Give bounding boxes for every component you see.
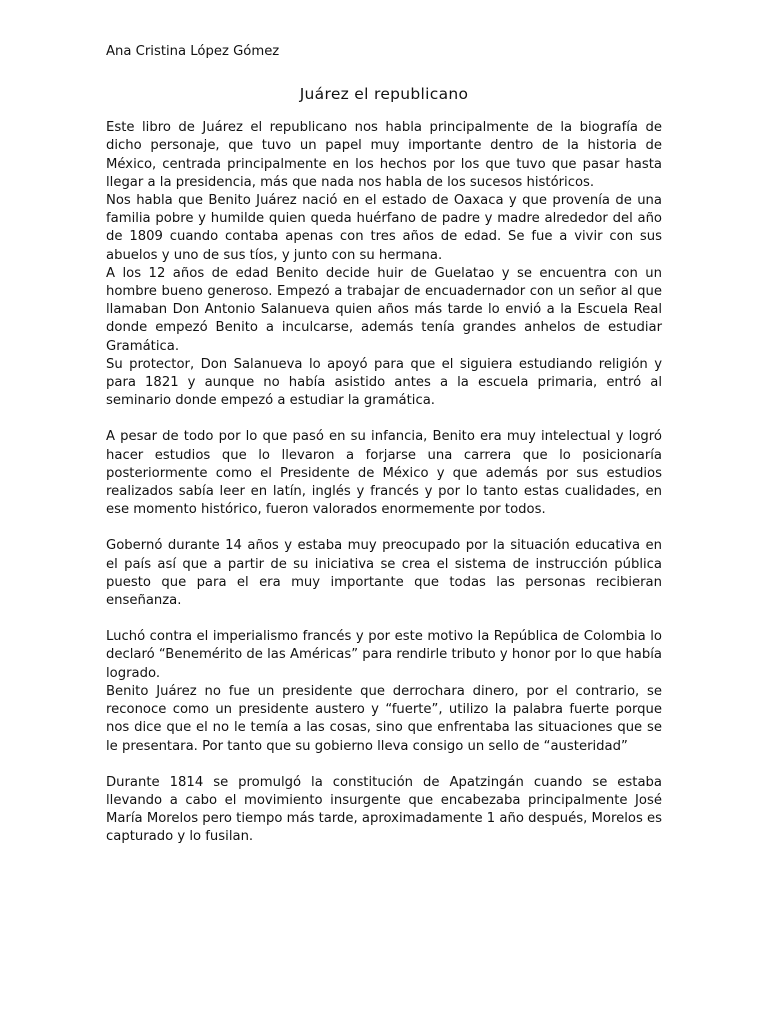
paragraph-intro: Este libro de Juárez el republicano nos habla principalmente de la biografía de dicho personaje, que tuvo un papel muy importante dentro de la historia de México, centrada principalmente en los hechos por los que tuvo que pasar hasta llegar a la presidencia, más que nada nos habla de los sucesos históricos. bbox=[106, 120, 662, 190]
paragraph-government: Gobernó durante 14 años y estaba muy preocupado por la situación educativa en el país así que a partir de su iniciativa se crea el sistema de instrucción pública puesto que para el era muy importante que todas las personas recibieran enseñanza. bbox=[106, 538, 662, 609]
author-name: Ana Cristina López Gómez bbox=[106, 44, 280, 59]
paragraph-protector: Su protector, Don Salanueva lo apoyó para que el siguiera estudiando religión y para 1821 y aunque no había asistido antes a la escuela primaria, entró al seminario donde empezó a estudiar la gramática. bbox=[106, 356, 662, 409]
paragraph-austerity: Benito Juárez no fue un presidente que derrochara dinero, por el contrario, se reconoce como un presidente austero y “fuerte”, utilizo la palabra fuerte porque nos dice que el no le temía a las cosas, sino que enfrentaba las situaciones que se le presentara. Por tanto que su gobierno lleva consigo un sello de “austeridad” bbox=[106, 683, 662, 754]
document-title: Juárez el republicano bbox=[299, 85, 469, 104]
paragraph-imperialism: Luchó contra el imperialismo francés y por este motivo la República de Colombia lo declaró “Benemérito de las Américas” para rendirle tributo y honor por lo que había logrado. bbox=[106, 629, 662, 681]
paragraph-apatzingan: Durante 1814 se promulgó la constitución de Apatzingán cuando se estaba llevando a cabo el movimiento insurgente que encabezaba principalmente José María Morelos pero tiempo más tarde, aproximadamente 1 año después, Morelos es capturado y lo fusilan. bbox=[106, 774, 662, 845]
paragraph-guelatao: A los 12 años de edad Benito decide huir de Guelatao y se encuentra con un hombre bueno generoso. Empezó a trabajar de encuadernador con un señor al que llamaban Don Antonio Salanueva quien años más tarde lo envió a la Escuela Real donde empezó Benito a inculcarse, además tenía grandes anhelos de estudiar Gramática. bbox=[106, 265, 662, 354]
paragraph-intellectual: A pesar de todo por lo que pasó en su infancia, Benito era muy intelectual y logró hacer estudios que lo llevaron a forjarse una carrera que lo posicionaría posteriormente como el Presidente de México y que además por sus estudios realizados sabía leer en latín, inglés y francés y por lo tanto estas cualidades, en ese momento histórico, fueron valorados enormemente por todos. bbox=[106, 429, 662, 518]
paragraph-birth: Nos habla que Benito Juárez nació en el estado de Oaxaca y que provenía de una familia pobre y humilde quien queda huérfano de padre y madre alrededor del año de 1809 cuando contaba apenas con tres años de edad. Se fue a vivir con sus abuelos y uno de sus tíos, y junto con su hermana. bbox=[106, 193, 662, 263]
